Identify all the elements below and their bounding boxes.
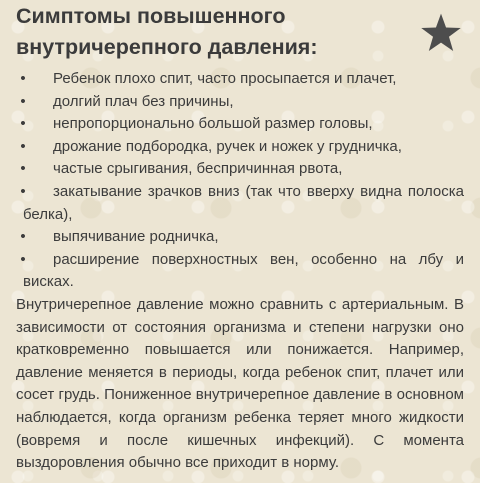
symptom-text: Ребенок плохо спит, часто просыпается и плачет, [53, 70, 397, 87]
bullet-icon: • [20, 228, 26, 246]
bullet-icon: • [20, 70, 26, 87]
bullet-icon: • [20, 137, 26, 155]
list-item [16, 249, 464, 294]
body-paragraph: Внутричерепное давление можно сравнить с артериальным. В зависимости от состояния организма и степени нагрузки оно кратковременно повышается или понижается. Например, давление меняется в периоды, когда ребенок спит, плачет или сосет грудь. Пониженное внутричерепное давление в основном наблюдается, когда организм ребенка теряет много жидкости (вовремя и после кишечных инфекций). С момента выздоровления обычно все приходит в норму. [16, 295, 464, 472]
list-item [16, 113, 464, 136]
bullet-icon: • [20, 250, 26, 268]
page-title: Симптомы повышенного внутричерепного давления: [16, 4, 318, 59]
bullet-icon: • [20, 182, 26, 200]
list-item [16, 181, 464, 226]
list-item [16, 158, 464, 181]
bullet-icon: • [20, 160, 26, 178]
list-item [16, 68, 464, 91]
symptom-text: дрожание подбородка, ручек и ножек у грудничка, [53, 137, 402, 155]
bullet-icon: • [20, 115, 26, 133]
symptom-text: закатывание зрачков вниз (так что вверху видна полоска белка), [23, 182, 464, 223]
symptom-text: расширение поверхностных вен, особенно на лбу и висках. [23, 250, 464, 291]
list-item [16, 226, 464, 249]
symptom-text: выпячивание родничка, [53, 228, 219, 246]
list-item [16, 91, 464, 114]
star-icon[interactable] [420, 12, 462, 54]
symptom-text: непропорционально большой размер головы, [53, 115, 373, 133]
symptom-text: частые срыгивания, беспричинная рвота, [53, 160, 343, 178]
list-item [16, 136, 464, 159]
bullet-icon: • [20, 92, 26, 110]
symptoms-list [16, 68, 464, 294]
symptom-text: долгий плач без причины, [53, 92, 234, 110]
